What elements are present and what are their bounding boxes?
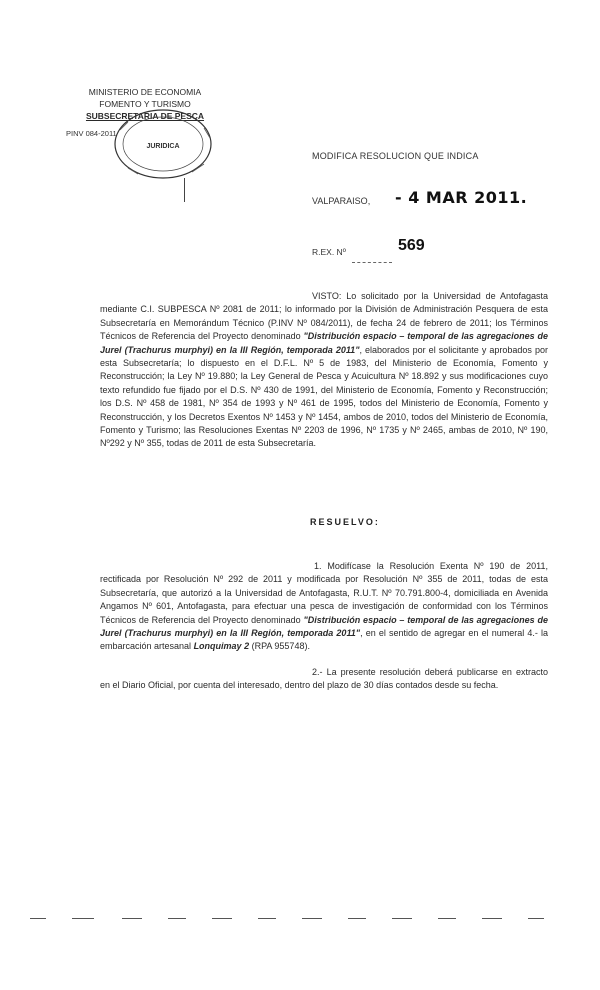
rex-number: 569 — [398, 237, 425, 254]
footer-dash — [168, 918, 186, 919]
margin-mark — [184, 178, 185, 202]
footer-dash — [482, 918, 502, 919]
juridica-stamp — [108, 108, 218, 188]
visto-paragraph — [100, 290, 548, 451]
article-2 — [100, 666, 548, 693]
article-1-text-c: (RPA 955748). — [249, 641, 310, 652]
visto-project-title: "Distribución espacio – temporal de las agregaciones de Jurel (Trachurus murphyi) en la III Región, temporada 2011" — [100, 331, 548, 355]
reference-code: PINV 084-2011 — [66, 129, 117, 138]
footer-dash — [72, 918, 94, 919]
footer-dash — [348, 918, 366, 919]
article-1 — [100, 560, 548, 654]
visto-text-a: Lo solicitado por la Universidad de Antofagasta mediante C.I. SUBPESCA Nº 2081 de 2011; lo informado por la División de Administración Pesquera de esta Subsecretaría en Memorándum Técnico (P.INV Nº 084/2011), de fecha 24 de febrero de 2011; los Términos Técnicos de Referencia del Proyecto denominado — [100, 291, 548, 342]
footer-dash — [302, 918, 322, 919]
footer-dash — [30, 918, 46, 919]
article-2-number: 2.- — [312, 667, 323, 677]
article-1-text-b: , en el sentido de agregar en el numeral 4.- la embarcación artesanal — [100, 628, 548, 652]
rex-label: R.EX. Nº — [312, 247, 346, 257]
footer-dash — [528, 918, 544, 919]
resolution-date: - 4 MAR 2011. — [395, 188, 528, 207]
article-1-number: 1. — [314, 561, 322, 571]
visto-text-b: , elaborados por el solicitante y aprobados por esta Subsecretaría; lo dispuesto en el D.F.L. Nº 5 de 1983, del Ministerio de Economía, Fomento y Reconstrucción; la Ley Nº 19.880; la Ley General de Pesca y Acuicultura Nº 18.892 y sus modificaciones cuyo texto refundido fue fijado por el D.S. Nº 430 de 1991, del Ministerio de Economía, Fomento y Reconstrucción; los D.S. Nº 458 de 1981, Nº 354 de 1993 y Nº 461 de 1995, todos del Ministerio de Economía, Fomento y Reconstrucción, y los Decretos Exentos Nº 1453 y Nº 1454, ambos de 2010, todos del Ministerio de Economía, Fomento y Turismo; las Resoluciones Exentas Nº 2203 de 1996, Nº 1735 y Nº 2465, ambas de 2010, Nº 190, Nº292 y Nº 355, todas de 2011 de esta Subsecretaría. — [100, 344, 548, 449]
place-label: VALPARAISO, — [312, 196, 371, 206]
footer-dash — [438, 918, 456, 919]
subsecretaria-name: SUBSECRETARIA DE PESCA — [85, 111, 205, 121]
article-1-text-a: Modifícase la Resolución Exenta Nº 190 de 2011, rectificada por Resolución Nº 292 de 2011 y modificada por Resolución Nº 355 de 2011, todas de esta Subsecretaría, que autorizó a la Universidad de Antofagasta, R.U.T. Nº 70.791.800-4, domiciliada en Avenida Angamos Nº 601, Antofagasta, para efectuar una pesca de investigación de conformidad con los Términos Técnicos de Referencia del Proyecto denominado — [100, 561, 548, 625]
ministry-name: MINISTERIO DE ECONOMIA — [88, 87, 202, 97]
footer-dash — [122, 918, 142, 919]
resolution-subject: MODIFICA RESOLUCION QUE INDICA — [312, 151, 479, 161]
stamp-text: JURIDICA — [146, 143, 180, 150]
article-1-project-title: "Distribución espacio – temporal de las agregaciones de Jurel (Trachurus murphyi) en la III Región, temporada 2011" — [100, 614, 548, 639]
footer-dash — [392, 918, 412, 919]
vessel-name: Lonquimay 2 — [193, 641, 250, 652]
footer-dash — [212, 918, 232, 919]
article-2-text: La presente resolución deberá publicarse en extracto en el Diario Oficial, por cuenta del interesado, dentro del plazo de 30 días contados desde su fecha. — [100, 667, 548, 691]
visto-lead: VISTO: — [312, 291, 342, 301]
resuelvo-heading: RESUELVO: — [310, 517, 380, 527]
rex-underline — [352, 262, 392, 264]
footer-dash — [258, 918, 276, 919]
ministry-subtitle: FOMENTO Y TURISMO — [99, 99, 191, 109]
